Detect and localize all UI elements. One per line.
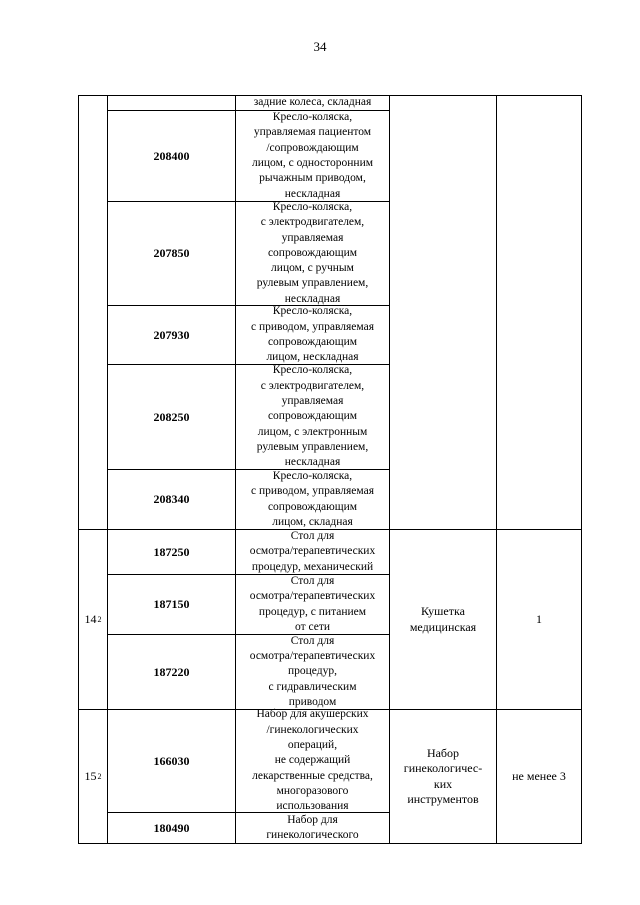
table-row-name: Стол для осмотра/терапевтических процедур, механический (249, 530, 376, 573)
page-number: 34 (313, 39, 327, 54)
group-item-name: Набор гинекологичес- ких инструментов (403, 745, 483, 806)
table-row-name: Кресло-коляска, с приводом, управляемая сопровождающим лицом, складная (251, 469, 374, 528)
table-row-name: задние колеса, складная (253, 96, 372, 109)
group-item-name: Кушетка медицинская (409, 604, 477, 634)
group-number: 15 2 (84, 769, 102, 783)
column-border (581, 95, 582, 844)
table-row-name: Набор для гинекологического (266, 813, 359, 841)
group-quantity: 1 (536, 612, 542, 626)
table-row-code: 208400 (153, 148, 190, 163)
table-row-name: Набор для акушерских /гинекологических операций, не содержащий лекарственные средства, многоразового использования (252, 708, 373, 813)
table-row-code: 187250 (153, 544, 190, 559)
table-row-code: 208340 (153, 492, 190, 506)
table-row-code: 207930 (153, 327, 190, 342)
table-row-name: Стол для осмотра/терапевтических процедур, с питанием от сети (249, 574, 376, 633)
group-number: 14 2 (84, 612, 102, 626)
table-row-code: 187150 (153, 597, 190, 611)
table-row-code: 207850 (153, 246, 190, 260)
group-quantity: не менее 3 (512, 769, 566, 783)
table-row-name: Стол для осмотра/терапевтических процедур, с гидравлическим приводом (249, 634, 376, 708)
table-row-code: 180490 (153, 820, 190, 835)
table-row-code: 187220 (153, 664, 190, 679)
table-row-name: Кресло-коляска, с приводом, управляемая сопровождающим лицом, нескладная (251, 305, 374, 364)
table-row-name: Кресло-коляска, с электродвигателем, управляемая сопровождающим лицом, с электронным рулевым управлением, нескладная (256, 364, 369, 469)
table-row-code: 208250 (153, 409, 190, 424)
table-row-code: 166030 (153, 753, 190, 768)
table-row-name: Кресло-коляска, управляемая пациентом /сопровождающим лицом, с односторонним рычажным приводом, нескладная (251, 111, 373, 200)
table-row-name: Кресло-коляска, с электродвигателем, управляемая сопровождающим лицом, с ручным рулевым управлением, нескладная (256, 200, 369, 305)
